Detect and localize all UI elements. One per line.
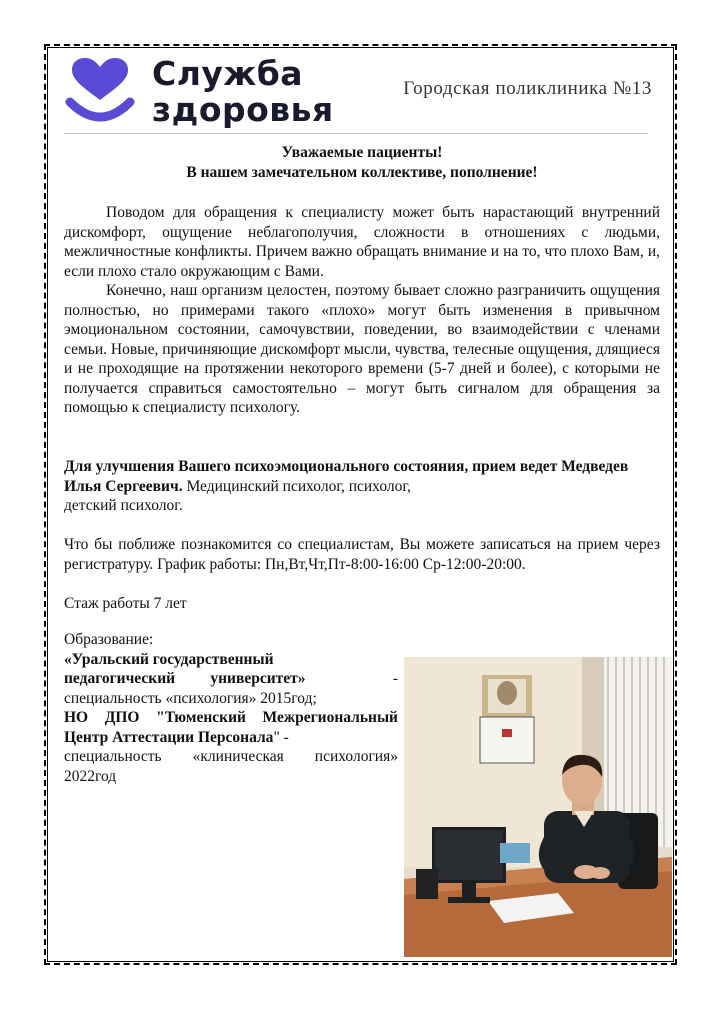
institution-1-specialty: специальность «психология» 2015год; xyxy=(64,689,317,707)
intro-paragraph-2: Конечно, наш организм целостен, поэтому бывает сложно разграничить ощущения полностью, но примерами такого «плохо» могут быть изменения в привычном эмоциональном состоянии, самочувствии, поведении, во взаимодействии с членами семьи. Новые, причиняющие дискомфорт мысли, чувства, телесные ощущения, длящиеся и не проходящие на протяжении некоторого времени (5-7 дней и более), с которыми не получается справиться самостоятельно – могут быть сигналом для обращения за помощью к специалисту психологу. xyxy=(64,282,660,416)
institution-2-line-1: НО ДПО "Тюменский Межрегиональный xyxy=(64,709,398,726)
institution-2-dash: " - xyxy=(273,728,289,746)
institution-1-line-1: «Уральский государственный xyxy=(64,650,274,668)
institution-2-name-2: Центр Аттестации Персонала xyxy=(64,728,274,746)
heart-smile-logo-icon xyxy=(64,56,136,124)
brand-line-1: Служба xyxy=(152,54,304,93)
greeting xyxy=(64,143,660,183)
doctor-lead: Для улучшения Вашего психоэмоционального состояния, прием ведет Медведев Илья Сергеевич. xyxy=(64,458,629,495)
intro-paragraph-1: Поводом для обращения к специалисту может быть нарастающий внутренний дискомфорт, ощущение неблагополучия, сложности в отношениях с людьми, межличностные конфликты. Причем важно обращать внимание и на то, что плохо Вам, и, если плохо стало окружающим с Вами. xyxy=(64,204,660,280)
brand-line-2: здоровья xyxy=(152,90,334,129)
education-block xyxy=(64,630,398,786)
institution-2-specialty: специальность «клиническая психология» xyxy=(64,748,398,765)
institution-2-line-2 xyxy=(64,728,398,748)
header-divider xyxy=(64,133,648,134)
doctor-photo xyxy=(404,657,672,957)
intro-text xyxy=(64,203,660,418)
institution-2-year: 2022год xyxy=(64,767,117,785)
clinic-name: Городская поликлиника №13 xyxy=(403,78,652,99)
schedule-text: Что бы поближе познакомится со специалистам, Вы можете записаться на прием через регистратуру. График работы: Пн,Вт,Чт,Пт-8:00-16:00 Ср-12:00-20:00. xyxy=(64,536,660,573)
institution-1-line-2 xyxy=(64,669,398,689)
doctor-role: Медицинский психолог, психолог, xyxy=(182,477,411,495)
institution-1-name-2: педагогический университет» xyxy=(64,670,306,687)
experience-text: Стаж работы 7 лет xyxy=(64,595,187,612)
greeting-line-2: В нашем замечательном коллективе, пополнение! xyxy=(186,164,538,181)
doctor-role-2: детский психолог. xyxy=(64,497,183,514)
doctor-info xyxy=(64,457,660,516)
brand-name xyxy=(152,56,334,128)
institution-1-dash: - xyxy=(357,670,398,687)
education-heading: Образование: xyxy=(64,631,154,648)
greeting-line-1: Уважаемые пациенты! xyxy=(281,144,443,161)
